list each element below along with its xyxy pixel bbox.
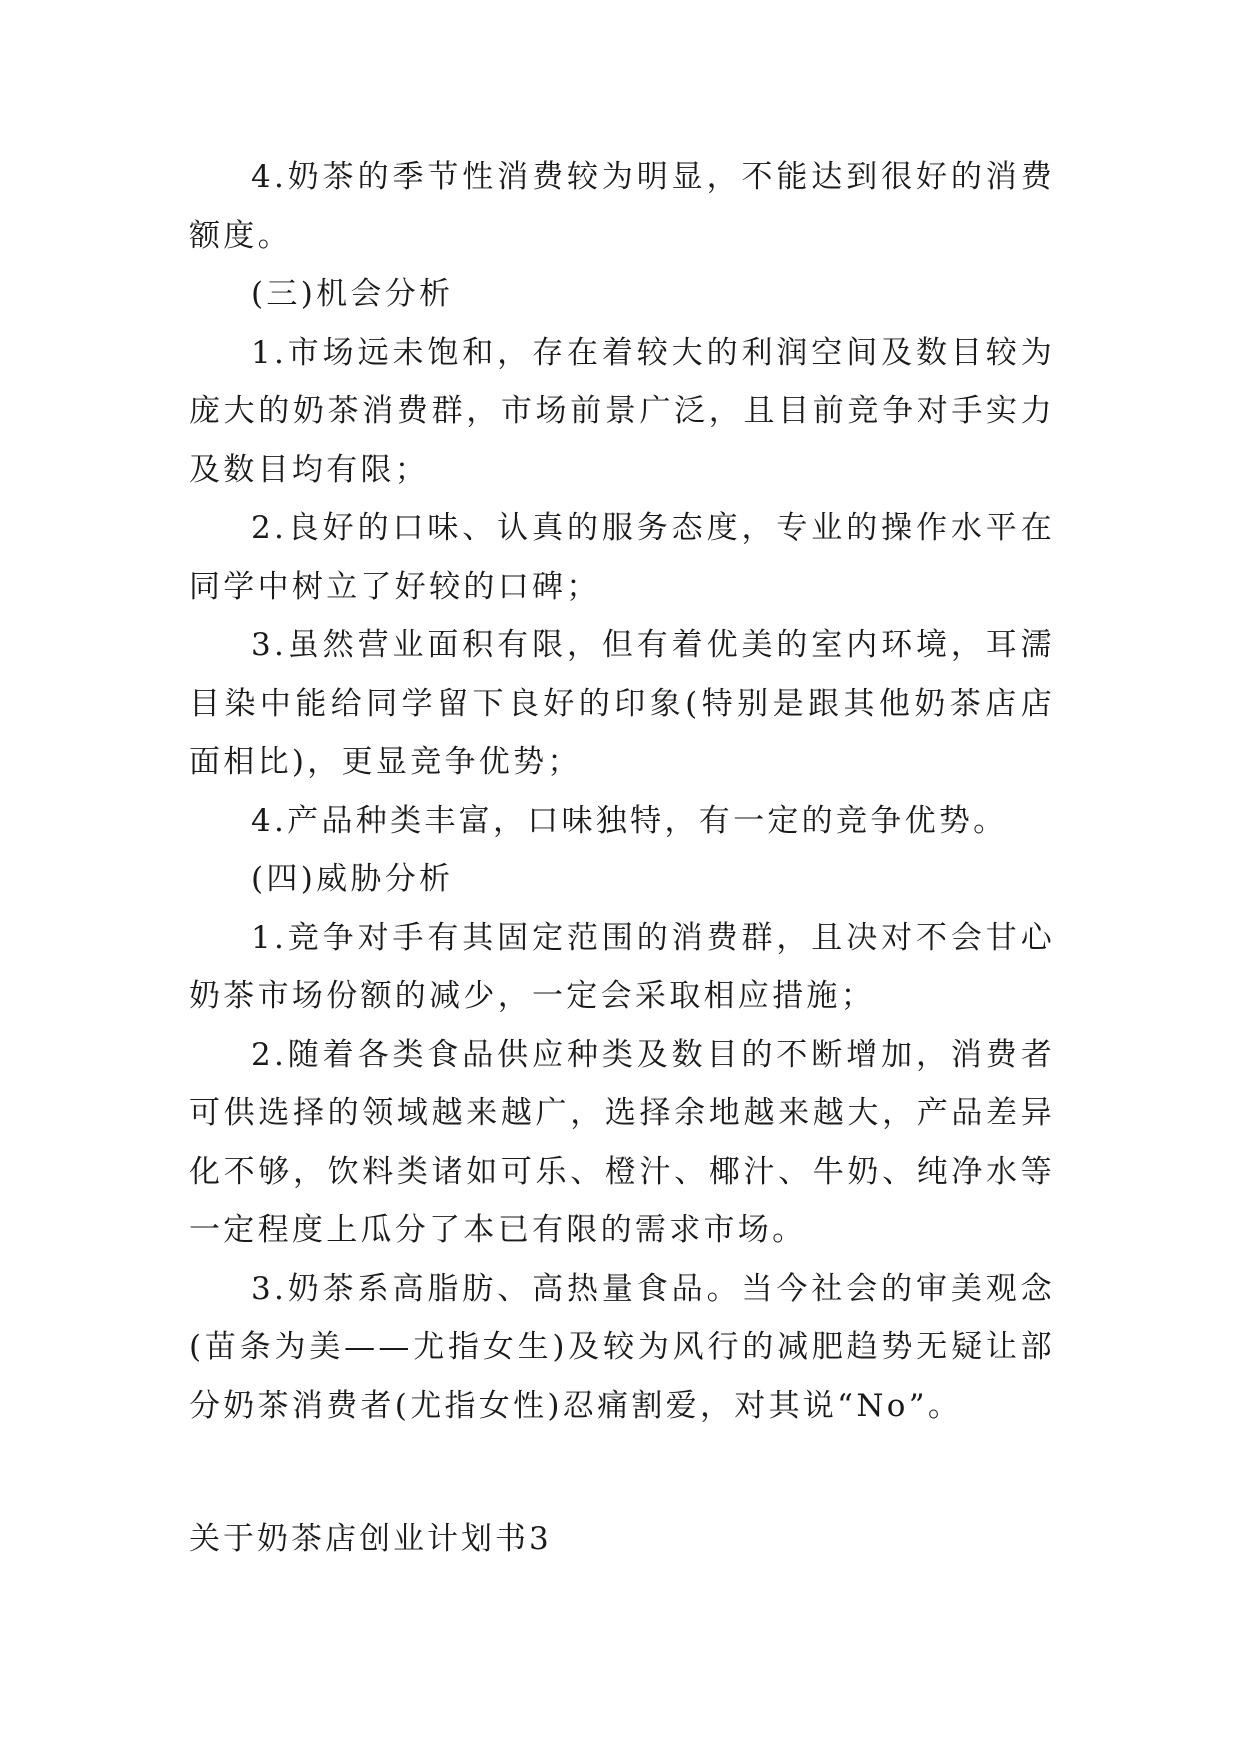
document-body: [189, 148, 1055, 1435]
paragraph-threat-3: 3.奶茶系高脂肪、高热量食品。当今社会的审美观念(苗条为美——尤指女生)及较为风行的减肥趋势无疑让部分奶茶消费者(尤指女性)忍痛割爱，对其说“No”。: [189, 1270, 1055, 1424]
paragraph-opportunity-4: 4.产品种类丰富，口味独特，有一定的竞争优势。: [251, 802, 1008, 839]
paragraph-threat-1: 1.竞争对手有其固定范围的消费群，且决对不会甘心奶茶市场份额的减少，一定会采取相应措施；: [189, 919, 1055, 1014]
section-title: 关于奶茶店创业计划书3: [189, 1521, 552, 1557]
paragraph-threat-2: 2.随着各类食品供应种类及数目的不断增加，消费者可供选择的领域越来越广，选择余地越来越大，产品差异化不够，饮料类诸如可乐、橙汁、椰汁、牛奶、纯净水等一定程度上瓜分了本已有限的需求市场。: [189, 1036, 1055, 1248]
paragraph-opportunity-1: 1.市场远未饱和，存在着较大的利润空间及数目较为庞大的奶茶消费群，市场前景广泛，且目前竞争对手实力及数目均有限；: [189, 334, 1055, 488]
paragraph-seasonal-consumption: 4.奶茶的季节性消费较为明显，不能达到很好的消费额度。: [189, 159, 1055, 254]
heading-threat-analysis: (四)威胁分析: [251, 861, 454, 897]
paragraph-opportunity-3: 3.虽然营业面积有限，但有着优美的室内环境，耳濡目染中能给同学留下良好的印象(特别是跟其他奶茶店店面相比)，更显竞争优势；: [189, 627, 1055, 780]
heading-opportunity-analysis: (三)机会分析: [251, 276, 454, 312]
paragraph-opportunity-2: 2.良好的口味、认真的服务态度，专业的操作水平在同学中树立了好较的口碑；: [189, 510, 1055, 605]
